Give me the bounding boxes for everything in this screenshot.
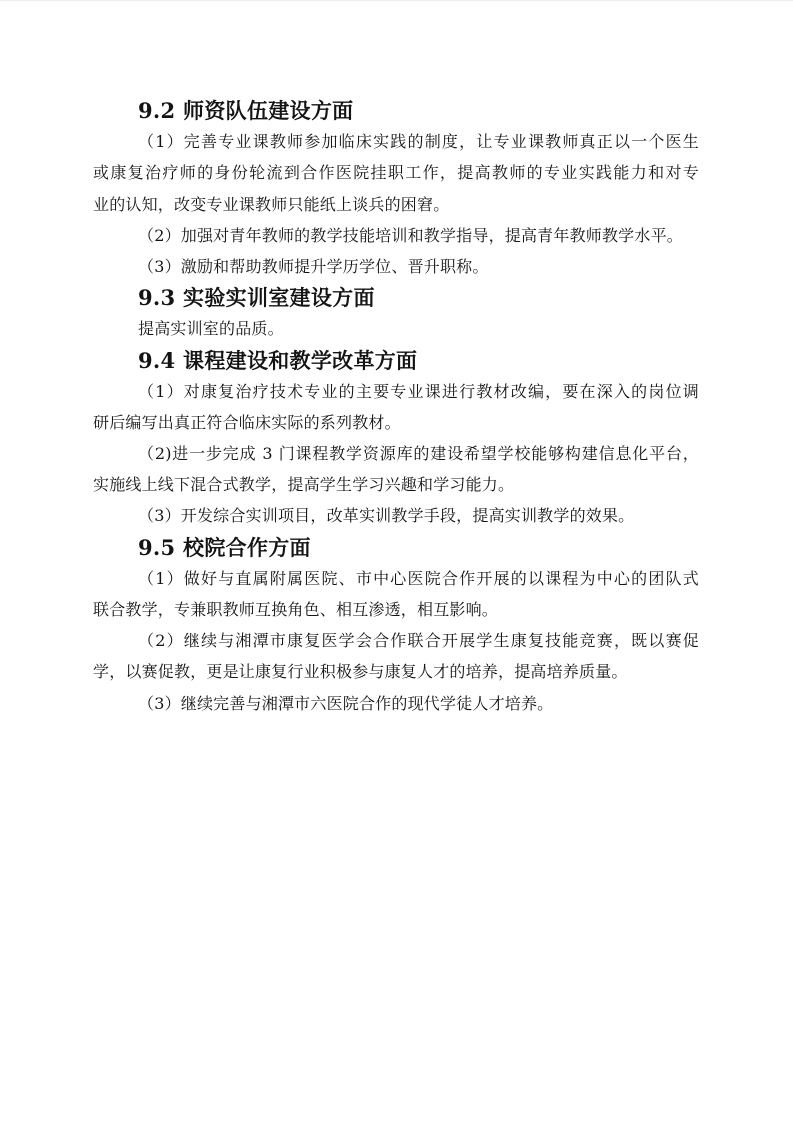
paragraph bbox=[93, 376, 699, 438]
heading-9-3: 9.3 实验实训室建设方面 bbox=[138, 285, 375, 311]
text-line: 学，以赛促教，更是让康复行业积极参与康复人才的培养，提高培养质量。 bbox=[93, 662, 628, 682]
text-line: （3）开发综合实训项目，改革实训教学手段，提高实训教学的效果。 bbox=[138, 506, 635, 526]
paragraph bbox=[93, 438, 699, 500]
text-line: 研后编写出真正符合临床实际的系列教材。 bbox=[93, 412, 401, 432]
paragraph bbox=[93, 500, 699, 531]
paragraph bbox=[93, 126, 699, 220]
paragraph bbox=[93, 625, 699, 687]
text-line: （3）继续完善与湘潭市六医院合作的现代学徒人才培养。 bbox=[138, 693, 554, 713]
document-content bbox=[93, 95, 699, 719]
paragraph bbox=[93, 220, 699, 251]
text-line: 或康复治疗师的身份轮流到合作医院挂职工作，提高教师的专业实践能力和对专 bbox=[93, 163, 699, 183]
paragraph bbox=[93, 251, 699, 282]
paragraph bbox=[93, 688, 699, 719]
text-line: 联合教学，专兼职教师互换角色、相互渗透，相互影响。 bbox=[93, 600, 499, 619]
heading-9-5: 9.5 校院合作方面 bbox=[138, 534, 311, 560]
text-line: （1）对康复治疗技术专业的主要专业课进行教材改编，要在深入的岗位调 bbox=[138, 381, 699, 401]
heading-9-4: 9.4 课程建设和教学改革方面 bbox=[138, 347, 418, 373]
text-line: （3）激励和帮助教师提升学历学位、晋升职称。 bbox=[138, 256, 489, 276]
heading-9-2: 9.2 师资队伍建设方面 bbox=[138, 98, 354, 123]
text-line: （2)进一步完成 3 门课程教学资源库的建设希望学校能够构建信息化平台， bbox=[138, 444, 699, 464]
text-line: （2）加强对青年教师的教学技能培训和教学指导，提高青年教师教学水平。 bbox=[138, 225, 683, 245]
text-line: 业的认知，改变专业课教师只能纸上谈兵的困窘。 bbox=[93, 194, 450, 214]
text-line: （2）继续与湘潭市康复医学会合作联合开展学生康复技能竞赛，既以赛促 bbox=[138, 631, 699, 651]
paragraph bbox=[93, 313, 699, 344]
text-line: （1）完善专业课教师参加临床实践的制度，让专业课教师真正以一个医生 bbox=[138, 132, 699, 152]
text-line: 实施线上线下混合式教学，提高学生学习兴趣和学习能力。 bbox=[93, 475, 515, 495]
paragraph bbox=[93, 563, 699, 625]
text-line: （1）做好与直属附属医院、市中心医院合作开展的以课程为中心的团队式 bbox=[138, 568, 699, 588]
text-line: 提高实训室的品质。 bbox=[138, 319, 284, 339]
